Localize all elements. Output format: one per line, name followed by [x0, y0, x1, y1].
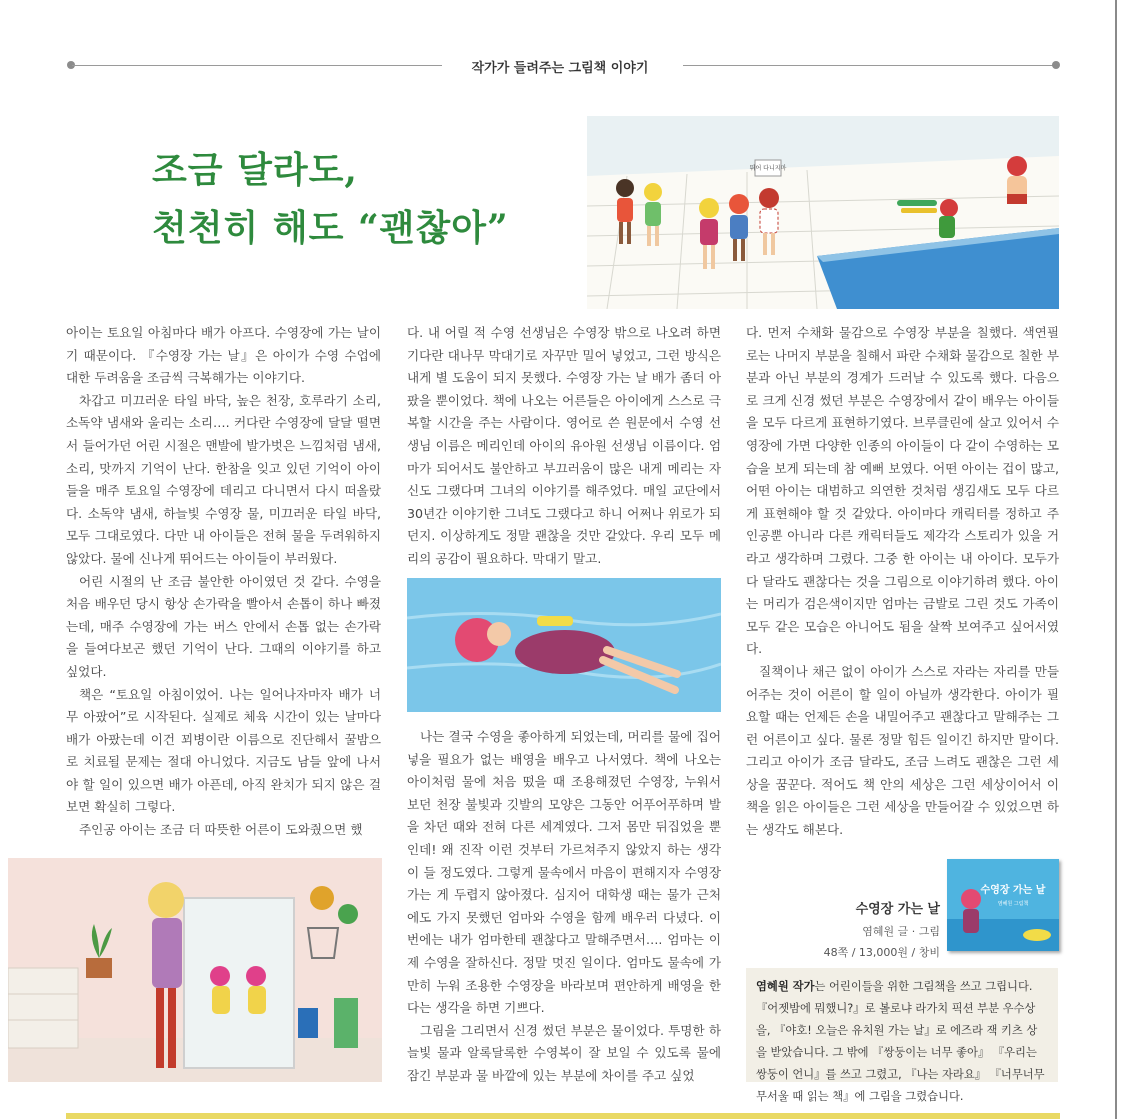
paragraph: 다. 먼저 수채화 물감으로 수영장 부분을 칠했다. 색연필로는 나머지 부분을 칠해서 파란 수채화 물감으로 칠한 부분과 아닌 부분의 경계가 드러날 수 있도록 했다. 다음으로 크게 신경 썼던 부분은 수영장에서 같이 배우는 아이들을 모두 다르게 표현하기였다. 브루클린에 살고 있어서 수영장에 가면 다양한 인종의 아이들이 다 같이 수영하는 모습을 보게 되는데 참 예뻐 보였다. 어떤 아이는 겁이 많고, 어떤 아이는 대범하고 의연한 것처럼 생김새도 모두 다르게 표현해야 할 것 같았다. 아이마다 캐릭터를 정하고 주인공뿐 아니라 다른 캐릭터들도 제각각 스토리가 있을 거라고 생각하며 그렸다. 그중 한 아이는 내 아이다. 모두가 다 달라도 괜찮다는 것을 그림으로 이야기하려 했다. 아이는 머리가 검은색이지만 엄마는 금발로 그린 것도 가족이 모두 같은 모습은 아니어도 됨을 살짝 보여주고 싶어서였다. — [746, 325, 1059, 657]
paragraph: 책은 “토요일 아침이었어. 나는 일어나자마자 배가 너무 아팠어”로 시작된다. 실제로 체육 시간이 있는 날마다 배가 아팠는데 이건 꾀병이란 이름으로 진단해서 꿀밤으로 치료될 문제는 절대 아니었다. 지금도 남들 앞에 나서야 할 일이 있으면 배가 아픈데, 아직 완치가 되지 않은 걸 보면 확실히 그렇다. — [66, 686, 381, 815]
bottom-bar — [66, 1113, 1060, 1119]
author-bio-box — [746, 968, 1058, 1103]
mirror-room-illustration — [8, 858, 382, 1082]
column-3 — [746, 322, 1059, 842]
book-cover-author: 염혜원 그림책 — [997, 901, 1029, 907]
pool-sign-text: 뛰어 다니지마 — [749, 165, 787, 172]
paragraph: 다. 내 어릴 적 수영 선생님은 수영장 밖으로 나오려 하면 기다란 대나무 막대기로 자꾸만 밀어 넣었고, 그런 방식은 내게 별 도움이 되지 못했다. 수영장 가는 날 배가 좀더 아팠을 뿐이었다. 책에 나오는 어른들은 아이에게 스스로 극복할 시간을 주는 사람이다. 영어로 쓴 원문에서 수영 선생님 이름은 메리인데 아이의 유아원 선생님 이름이다. 엄마가 되어서도 불안하고 부끄러움이 많은 내게 메리는 자신도 그랬다며 그녀의 이야기를 해주었다. 매일 교단에서 30년간 이야기한 그녀도 그랬다고 하니 어쩌나 위로가 되던지. 이상하게도 정말 괜찮을 것만 같았다. 우리 모두 메리의 공감이 필요하다. 막대기 말고. — [407, 325, 721, 566]
paragraph: 차갑고 미끄러운 타일 바닥, 높은 천장, 호루라기 소리, 소독약 냄새와 울리는 소리…. 커다란 수영장에 달달 떨면서 들어가던 어린 시절은 맨발에 발가벗은 느낌처럼 냄새, 소리, 맛까지 기억이 난다. 한참을 잊고 있던 기억이 아이들을 매주 토요일 수영장에 데리고 다니면서 다시 떠올랐다. 소독약 냄새, 하늘빛 수영장 물, 미끄러운 타일 바닥, 모두 그대로였다. 다만 내 아이들은 전혀 물을 두려워하지 않았다. 물에 신나게 뛰어드는 아이들이 부러웠다. — [66, 392, 381, 566]
header-right-rule — [683, 65, 1055, 66]
section-title: 작가가 들려주는 그림책 이야기 — [471, 61, 649, 76]
headline-line1: 조금 달라도, — [152, 149, 358, 191]
book-cover — [947, 859, 1059, 951]
headline-line2: 천천히 해도 “괜찮아” — [152, 207, 509, 249]
paragraph: 질책이나 채근 없이 아이가 스스로 자라는 자리를 만들어주는 것이 어른이 할 일이 아닐까 생각한다. 아이가 필요할 때는 언제든 손을 내밀어주고 괜찮다고 말해주는 그런 어른이고 싶다. 물론 정말 힘든 일이긴 하지만 말이다. 그리고 아이가 조금 달라도, 조금 느려도 괜찮은 그런 세상을 꿈꾼다. 적어도 책 안의 세상은 그런 세상이어서 이 책을 읽은 아이들은 그런 세상을 만들어갈 수 있었으면 하는 생각도 해본다. — [746, 663, 1059, 838]
column-1 — [66, 322, 381, 842]
book-title: 수영장 가는 날 — [855, 902, 940, 917]
header-left-rule — [72, 65, 442, 66]
header-right-dot — [1052, 61, 1060, 69]
column-2-top — [407, 322, 721, 571]
book-credit: 염혜원 글 · 그림 — [862, 925, 940, 938]
paragraph: 어린 시절의 난 조금 불안한 아이였던 것 같다. 수영을 처음 배우던 당시 항상 손가락을 빨아서 손톱이 하나 빠졌는데, 매주 수영장에 가는 버스 안에서 손톱 없는 손가락을 들여다보곤 했던 기억이 난다. 그때의 이야기를 하고 싶었다. — [66, 573, 381, 679]
author-name: 염혜원 작가 — [756, 980, 815, 993]
book-cover-title: 수영장 가는 날 — [980, 885, 1046, 896]
book-info — [760, 898, 940, 960]
paragraph: 아이는 토요일 아침마다 배가 아프다. 수영장에 가는 날이기 때문이다. 『수영장 가는 날』은 아이가 수영 수업에 대한 두려움을 조금씩 극복해가는 이야기다. — [66, 325, 381, 386]
paragraph: 주인공 아이는 조금 더 따뜻한 어른이 도와줬으면 했 — [79, 822, 363, 838]
author-bio: 는 어린이들을 위한 그림책을 쓰고 그립니다. 『어젯밤에 뭐했니?』로 볼로냐 라가치 픽션 부분 우수상을, 『야호! 오늘은 유치원 가는 날』로 에즈라 잭 키츠 상을 받았습니다. 그 밖에 『쌍둥이는 너무 좋아』 『우리는 쌍둥이 언니』를 쓰고 그렸고, 『나는 자라요』 『너무너무 무서울 때 읽는 책』에 그림을 그렸습니다. — [756, 980, 1045, 1103]
column-2-bottom — [407, 726, 721, 1088]
pool-scene-illustration — [587, 116, 1059, 309]
paragraph: 그림을 그리면서 신경 썼던 부분은 물이었다. 투명한 하늘빛 물과 알록달록한 수영복이 잘 보일 수 있도록 물에 잠긴 부분과 물 바깥에 있는 부분에 차이를 주고 싶었 — [407, 1022, 721, 1083]
book-details: 48쪽 / 13,000원 / 창비 — [823, 946, 940, 959]
paragraph: 나는 결국 수영을 좋아하게 되었는데, 머리를 물에 집어넣을 필요가 없는 배영을 배우고 나서였다. 책에 나오는 아이처럼 물에 처음 떴을 때 조용해졌던 수영장, 누워서 보던 천장 불빛과 깃발의 모양은 그동안 어푸어푸하며 발을 차던 때와 전혀 다른 세계였다. 그저 몸만 뒤집었을 뿐인데! 왜 진작 이런 것부터 가르쳐주지 않았지 하는 생각이 들 정도였다. 그렇게 물속에서 마음이 편해지자 수영장 가는 게 두렵지 않아졌다. 심지어 대학생 때는 물가 근처에도 가지 못했던 엄마와 수영을 함께 배우러 다녔다. 이번에는 내가 엄마한테 괜찮다고 말해주면서…. 엄마는 이제 수영을 잘하신다. 정말 멋진 일이다. 엄마도 물속에 가만히 누워 조용한 수영장을 바라보며 편안하게 배영을 한다는 생각을 하면 기쁘다. — [407, 729, 721, 1016]
floating-girl-illustration — [407, 578, 721, 712]
